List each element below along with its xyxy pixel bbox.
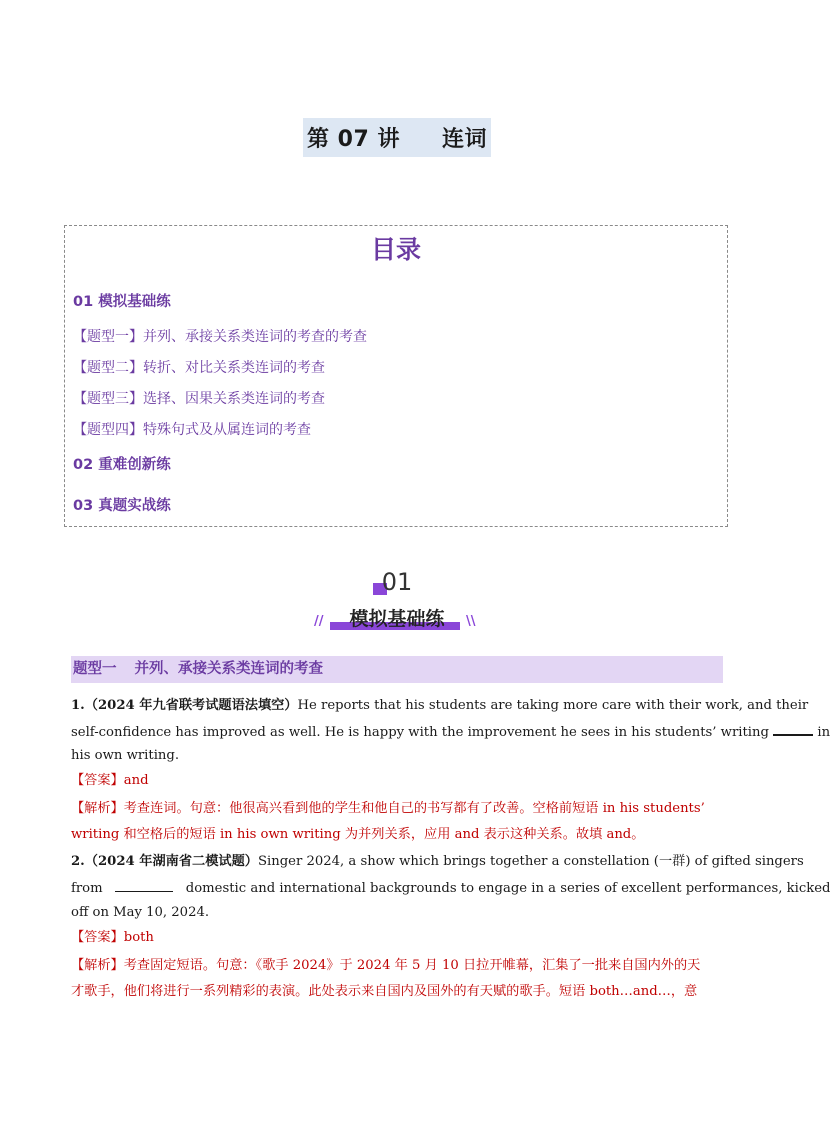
q1-text-1: He reports that his students are taking more care with their work, and their — [297, 698, 809, 713]
q1-line-3: his own writing. — [71, 748, 180, 763]
q1-line-2 — [71, 722, 830, 742]
section-number-text: 01 — [381, 568, 413, 596]
q2-text-2a: from — [71, 881, 103, 896]
toc-subitem-2[interactable]: 【题型二】转折、对比关系类连词的考查 — [73, 360, 325, 376]
q2-analysis-1 — [71, 957, 723, 975]
slash-decoration-right: \\ — [466, 614, 476, 629]
q2-line-2 — [71, 879, 830, 898]
analysis-tag: 【解析】 — [71, 958, 124, 973]
slash-decoration-left: // — [314, 614, 324, 629]
table-of-contents — [64, 225, 728, 527]
q1-analysis-text-1: 考查连词。句意：他很高兴看到他的学生和他自己的书写都有了改善。空格前短语 in his students’ — [123, 801, 705, 816]
toc-subitem-4[interactable]: 【题型四】特殊句式及从属连词的考查 — [73, 422, 311, 438]
section-title: 模拟基础练 — [349, 608, 445, 630]
toc-heading: 目录 — [370, 235, 421, 264]
section-title-wrap — [0, 604, 794, 634]
q2-analysis-text-1: 考查固定短语。句意：《歌手 2024》于 2024 年 5 月 10 日拉开帷幕，汇集了一批来自国内外的天 — [123, 958, 701, 973]
lecture-title — [303, 118, 491, 157]
q1-blank[interactable] — [773, 722, 813, 736]
question-type-label: 题型一 — [73, 661, 117, 677]
toc-section-1[interactable]: 01 模拟基础练 — [73, 294, 171, 310]
q2-answer — [71, 929, 723, 947]
q1-analysis-2: writing 和空格后的短语 in his own writing 为并列关系，应用 and 表示这种关系。故填 and。 — [71, 827, 645, 842]
q2-answer-value: both — [123, 930, 154, 945]
q1-analysis-1 — [71, 800, 723, 818]
q1-answer — [71, 772, 723, 790]
toc-subitem-3[interactable]: 【题型三】选择、因果关系类连词的考查 — [73, 391, 325, 407]
toc-subitem-1[interactable]: 【题型一】并列、承接关系类连词的考查的考查 — [73, 329, 367, 345]
q2-number: 2. — [71, 854, 85, 869]
q2-analysis-2: 才歌手，他们将进行一系列精彩的表演。此处表示来自国内及国外的有天赋的歌手。短语 both…and…，意 — [71, 984, 698, 999]
title-wrap — [0, 118, 794, 157]
answer-tag: 【答案】 — [71, 930, 124, 945]
q1-line-1 — [71, 697, 809, 715]
q1-text-2: self-confidence has improved as well. He is happy with the improvement he sees in his students’ writing — [71, 725, 769, 740]
toc-section-3[interactable]: 03 真题实战练 — [73, 498, 171, 514]
q1-source: （2024 年九省联考试题语法填空） — [84, 698, 298, 713]
q1-text-2b: in — [817, 725, 830, 740]
q2-blank[interactable] — [115, 879, 173, 892]
lecture-topic: 连词 — [441, 127, 487, 152]
question-type-banner — [71, 656, 723, 683]
question-type-title: 并列、承接关系类连词的考查 — [134, 661, 323, 677]
answer-tag: 【答案】 — [71, 773, 124, 788]
q1-number: 1. — [71, 698, 85, 713]
analysis-tag: 【解析】 — [71, 801, 124, 816]
q2-line-1 — [71, 853, 804, 871]
q2-text-1: Singer 2024, a show which brings together a constellation (一群) of gifted singers — [257, 854, 804, 869]
q2-line-3: off on May 10, 2024. — [71, 905, 210, 920]
q1-answer-value: and — [123, 773, 149, 788]
q2-source: （2024 年湖南省二模试题） — [84, 854, 258, 869]
q2-text-2b: domestic and international backgrounds to engage in a series of excellent performances, kicked — [185, 881, 830, 896]
section-number — [0, 568, 794, 596]
lecture-number: 第 07 讲 — [307, 127, 400, 152]
toc-section-2[interactable]: 02 重难创新练 — [73, 457, 171, 473]
